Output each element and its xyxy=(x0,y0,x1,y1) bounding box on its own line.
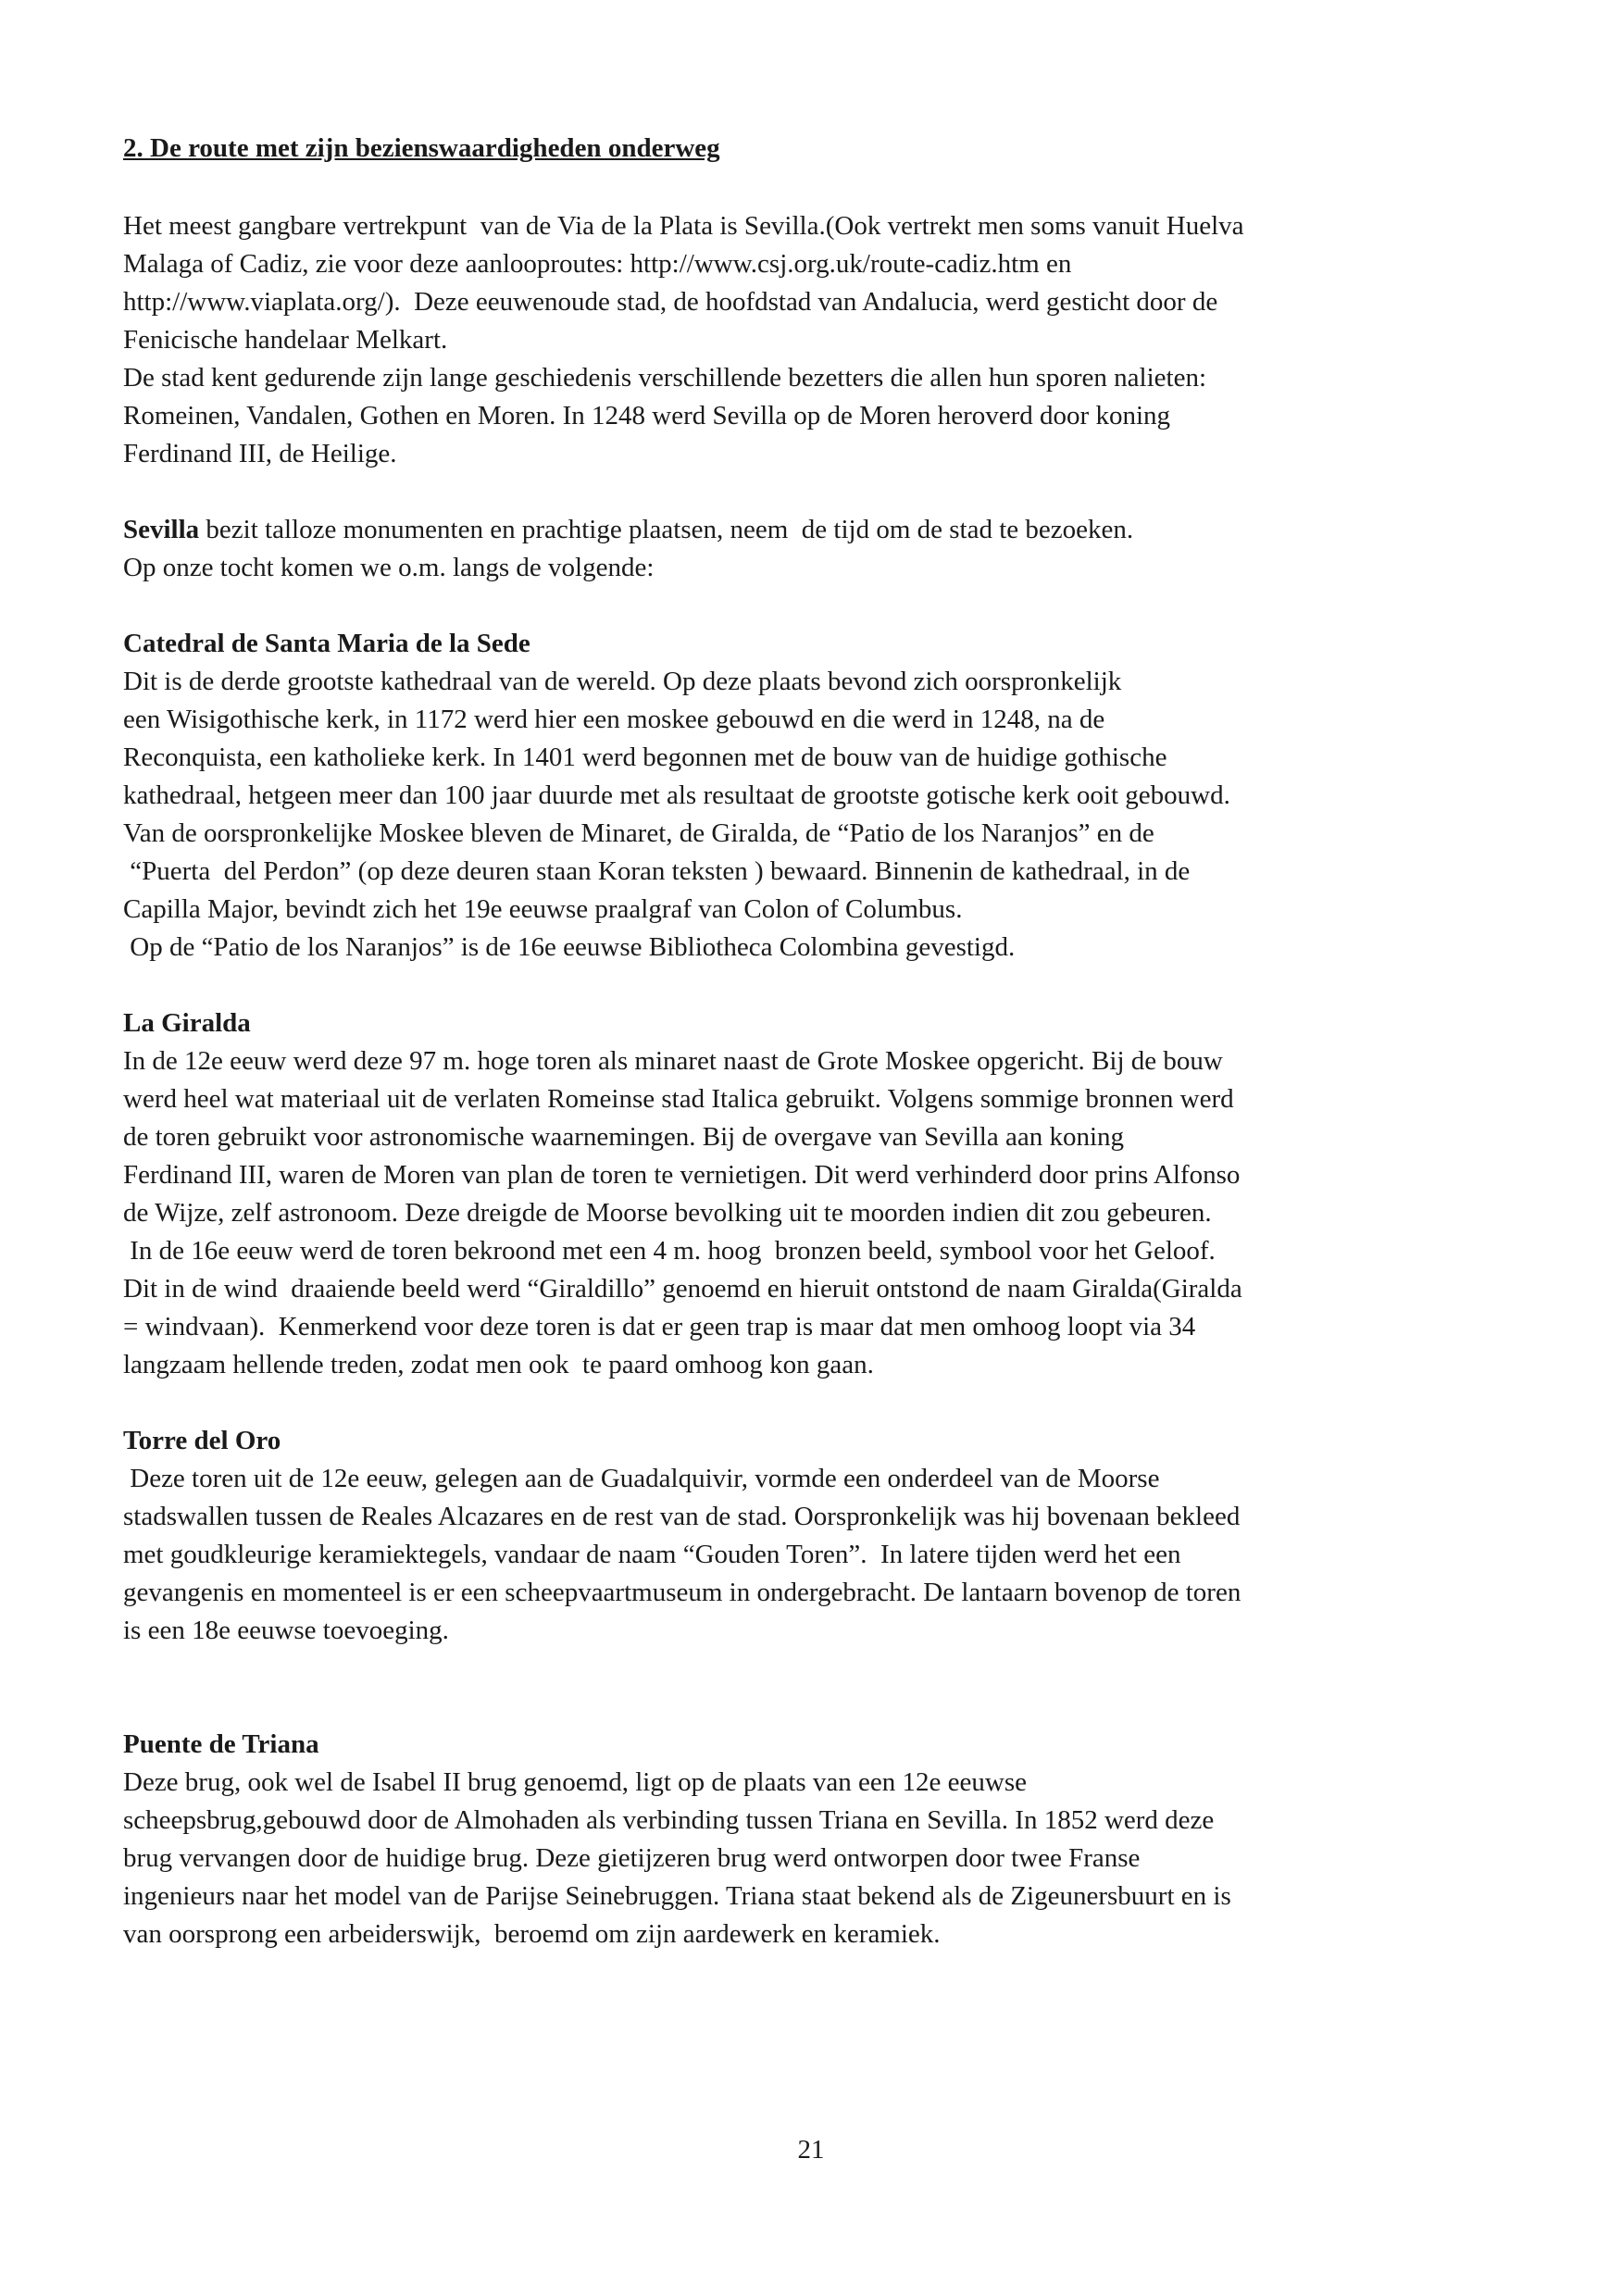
puente-line: Deze brug, ook wel de Isabel II brug genoemd, ligt op de plaats van een 12e eeuwse xyxy=(123,1767,1027,1797)
intro-line: http://www.viaplata.org/). Deze eeuwenoude stad, de hoofdstad van Andalucia, werd gesticht door de xyxy=(123,287,1218,317)
page-content xyxy=(123,130,1512,1953)
torre-line: stadswallen tussen de Reales Alcazares en de rest van de stad. Oorspronkelijk was hij bovenaan bekleed xyxy=(123,1502,1241,1531)
puente-line: ingenieurs naar het model van de Parijse Seinebruggen. Triana staat bekend als de Zigeunersbuurt en is xyxy=(123,1881,1231,1911)
giralda-line: de toren gebruikt voor astronomische waarnemingen. Bij de overgave van Sevilla aan koning xyxy=(123,1122,1125,1152)
catedral-line: een Wisigothische kerk, in 1172 werd hier een moskee gebouwd en die werd in 1248, na de xyxy=(123,705,1105,734)
intro-paragraph xyxy=(123,207,1512,473)
torre-line: met goudkleurige keramiektegels, vandaar de naam “Gouden Toren”. In latere tijden werd het een xyxy=(123,1540,1181,1569)
torre-line: is een 18e eeuwse toevoeging. xyxy=(123,1616,449,1645)
giralda-section xyxy=(123,1004,1512,1384)
catedral-line: Van de oorspronkelijke Moskee bleven de Minaret, de Giralda, de “Patio de los Naranjos” en de xyxy=(123,818,1154,848)
giralda-line: In de 16e eeuw werd de toren bekroond met een 4 m. hoog bronzen beeld, symbool voor het Geloof. xyxy=(123,1236,1216,1266)
puente-section xyxy=(123,1726,1512,1953)
torre-line: Deze toren uit de 12e eeuw, gelegen aan de Guadalquivir, vormde een onderdeel van de Moorse xyxy=(123,1464,1160,1493)
torre-section xyxy=(123,1422,1512,1650)
torre-line: gevangenis en momenteel is er een scheepvaartmuseum in ondergebracht. De lantaarn bovenop de toren xyxy=(123,1578,1241,1607)
intro-line: Romeinen, Vandalen, Gothen en Moren. In 1248 werd Sevilla op de Moren heroverd door koning xyxy=(123,401,1171,430)
giralda-title: La Giralda xyxy=(123,1008,251,1038)
intro-line: De stad kent gedurende zijn lange geschiedenis verschillende bezetters die allen hun sporen nalieten: xyxy=(123,363,1207,393)
catedral-line: Capilla Major, bevindt zich het 19e eeuwse praalgraf van Colon of Columbus. xyxy=(123,894,963,924)
giralda-line: de Wijze, zelf astronoom. Deze dreigde de Moorse bevolking uit te moorden indien dit zou gebeuren. xyxy=(123,1198,1212,1228)
sevilla-text: bezit talloze monumenten en prachtige plaatsen, neem de tijd om de stad te bezoeken. xyxy=(199,515,1134,544)
catedral-section xyxy=(123,625,1512,967)
giralda-line: = windvaan). Kenmerkend voor deze toren is dat er geen trap is maar dat men omhoog loopt via 34 xyxy=(123,1312,1196,1341)
section-heading: 2. De route met zijn bezienswaardigheden onderweg xyxy=(123,133,720,163)
catedral-line: Op de “Patio de los Naranjos” is de 16e eeuwse Bibliotheca Colombina gevestigd. xyxy=(123,932,1016,962)
intro-line: Het meest gangbare vertrekpunt van de Via de la Plata is Sevilla.(Ook vertrekt men soms vanuit Huelva xyxy=(123,211,1244,241)
intro-line: Ferdinand III, de Heilige. xyxy=(123,439,397,468)
catedral-line: “Puerta del Perdon” (op deze deuren staan Koran teksten ) bewaard. Binnenin de kathedraal, in de xyxy=(123,856,1191,886)
intro-line: Fenicische handelaar Melkart. xyxy=(123,325,448,355)
sevilla-line-2: Op onze tocht komen we o.m. langs de volgende: xyxy=(123,553,655,582)
puente-line: van oorsprong een arbeiderswijk, beroemd om zijn aardewerk en keramiek. xyxy=(123,1919,941,1949)
page-number: 21 xyxy=(797,2135,825,2165)
giralda-line: In de 12e eeuw werd deze 97 m. hoge toren als minaret naast de Grote Moskee opgericht. Bij de bouw xyxy=(123,1046,1223,1076)
puente-line: brug vervangen door de huidige brug. Deze gietijzeren brug werd ontworpen door twee Franse xyxy=(123,1843,1141,1873)
catedral-line: kathedraal, hetgeen meer dan 100 jaar duurde met als resultaat de grootste gotische kerk ooit gebouwd. xyxy=(123,780,1230,810)
giralda-line: Dit in de wind draaiende beeld werd “Giraldillo” genoemd en hieruit ontstond de naam Giralda(Giralda xyxy=(123,1274,1242,1304)
sevilla-bold: Sevilla xyxy=(123,515,200,544)
catedral-line: Dit is de derde grootste kathedraal van de wereld. Op deze plaats bevond zich oorspronkelijk xyxy=(123,667,1122,696)
giralda-line: Ferdinand III, waren de Moren van plan de toren te vernietigen. Dit werd verhinderd door prins Alfonso xyxy=(123,1160,1241,1190)
sevilla-line xyxy=(123,511,1512,549)
torre-title: Torre del Oro xyxy=(123,1426,281,1455)
intro-line: Malaga of Cadiz, zie voor deze aanlooproutes: http://www.csj.org.uk/route-cadiz.htm en xyxy=(123,249,1072,279)
catedral-title: Catedral de Santa Maria de la Sede xyxy=(123,629,530,658)
giralda-line: langzaam hellende treden, zodat men ook te paard omhoog kon gaan. xyxy=(123,1350,874,1379)
sevilla-paragraph xyxy=(123,511,1512,587)
catedral-line: Reconquista, een katholieke kerk. In 1401 werd begonnen met de bouw van de huidige gothische xyxy=(123,742,1167,772)
puente-title: Puente de Triana xyxy=(123,1729,319,1759)
puente-line: scheepsbrug,gebouwd door de Almohaden als verbinding tussen Triana en Sevilla. In 1852 werd deze xyxy=(123,1805,1215,1835)
giralda-line: werd heel wat materiaal uit de verlaten Romeinse stad Italica gebruikt. Volgens sommige bronnen werd xyxy=(123,1084,1234,1114)
